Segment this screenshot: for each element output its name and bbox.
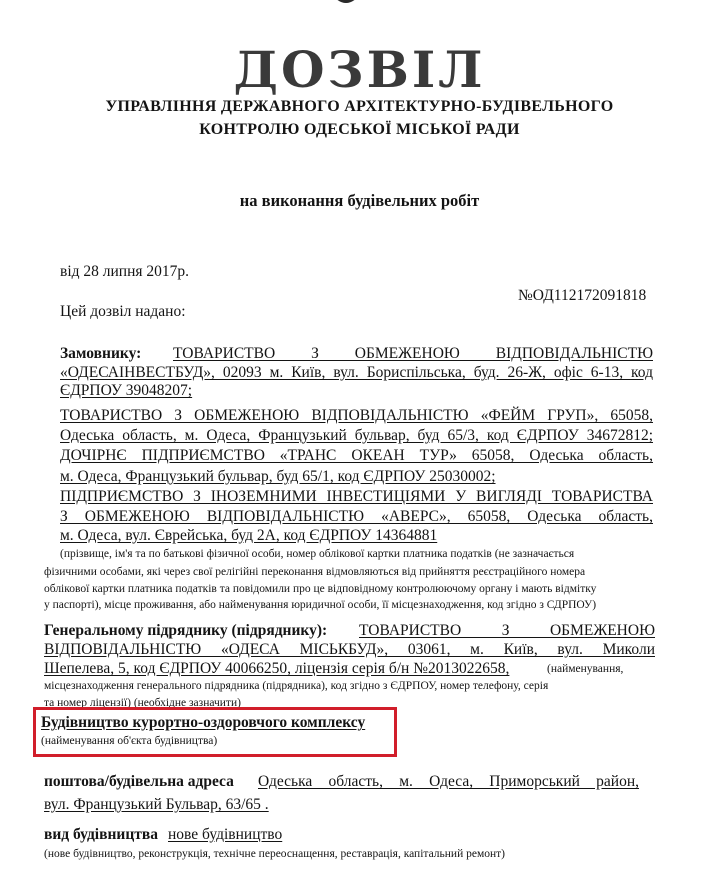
issue-date: від 28 липня 2017р. <box>60 263 190 280</box>
contractor-line-3: Шепелева, 5, код ЄДРПОУ 40066250, ліцензія серія б/н №2013022658, <box>44 660 510 677</box>
contractor-hint-1: місцезнаходження генерального підрядника (підрядника), код згідно з ЄДРПОУ, номер телефону, серія <box>44 680 549 692</box>
document-title: ДОЗВІЛ <box>233 40 486 99</box>
construction-type-hint: (нове будівництво, реконструкція, технічне переоснащення, реставрація, капітальний ремонт) <box>44 848 505 860</box>
customer-hint-2: фізичними особами, які через свої релігійні переконання відмовляються від прийняття реєстраційного номера <box>44 566 586 578</box>
document-subtitle: на виконання будівельних робіт <box>239 191 480 210</box>
customer-hint-3: облікової картки платника податків та повідомили про це відповідному контролюючому органу і мають відмітку <box>44 583 597 595</box>
customer-line-6: ДОЧІРНЄ ПІДПРИЄМСТВО «ТРАНС ОКЕАН ТУР» 65058, Одеська область, <box>60 447 653 464</box>
address-line-2: вул. Французький Бульвар, 63/65 . <box>44 796 269 813</box>
object-name: Будівництво курортно-оздоровчого комплексу <box>41 714 366 731</box>
customer-line-2: «ОДЕСАІНВЕСТБУД», 02093 м. Київ, вул. Бориспільська, буд. 26-Ж, офіс 6-13, код <box>60 364 653 381</box>
customer-line-5: Одеська область, м. Одеса, Французький бульвар, буд 65/3, код ЄДРПОУ 34672812; <box>60 427 653 444</box>
customer-line-3: ЄДРПОУ 39048207; <box>60 382 193 399</box>
customer-hint-4: у паспорті), місце проживання, або найменування юридичної особи, її місцезнаходження, код згідно з СДРПОУ) <box>44 599 597 611</box>
construction-type-value: нове будівництво <box>168 826 283 843</box>
permit-number: №ОД112172091818 <box>518 287 647 304</box>
contractor-line-1: ТОВАРИСТВО З ОБМЕЖЕНОЮ <box>359 622 655 639</box>
contractor-hint-2: та номер ліцензії) (необхідне зазначити) <box>44 697 241 709</box>
customer-line-8: ПІДПРИЄМСТВО З ІНОЗЕМНИМИ ІНВЕСТИЦІЯМИ У ВИГЛЯДІ ТОВАРИСТВА <box>60 488 653 505</box>
contractor-hint-inline: (найменування, <box>547 663 624 675</box>
customer-line-1: ТОВАРИСТВО З ОБМЕЖЕНОЮ ВІДПОВІДАЛЬНІСТЮ <box>173 345 653 362</box>
customer-line-4: ТОВАРИСТВО З ОБМЕЖЕНОЮ ВІДПОВІДАЛЬНІСТЮ «ФЕЙМ ГРУП», 65058, <box>60 407 653 424</box>
granted-to-label: Цей дозвіл надано: <box>60 303 186 320</box>
object-hint: (найменування об'єкта будівництва) <box>41 735 218 747</box>
customer-line-9: З ОБМЕЖЕНОЮ ВІДПОВІДАЛЬНІСТЮ «АВЕРС», 65058, Одеська область, <box>60 508 653 525</box>
customer-line-7: м. Одеса, Французький бульвар, буд 65/1, код ЄДРПОУ 25030002; <box>60 468 496 485</box>
customer-line-10: м. Одеса, вул. Єврейська, буд 2А, код ЄДРПОУ 14364881 <box>60 527 438 544</box>
customer-hint-1: (прізвище, ім'я та по батькові фізичної особи, номер облікової картки платника податків (не зазначається <box>60 548 575 560</box>
issuer-line-1: УПРАВЛІННЯ ДЕРЖАВНОГО АРХІТЕКТУРНО-БУДІВЕЛЬНОГО <box>105 98 614 115</box>
address-label: поштова/будівельна адреса <box>44 773 234 790</box>
issuer-line-2: КОНТРОЛЮ ОДЕСЬКОЇ МІСЬКОЇ РАДИ <box>199 121 520 138</box>
construction-type-label: вид будівництва <box>44 826 158 843</box>
customer-label: Замовнику: <box>60 345 142 362</box>
contractor-label: Генеральному підряднику (підряднику): <box>44 622 328 639</box>
coat-of-arms-icon <box>326 0 366 12</box>
contractor-line-2: ВІДПОВІДАЛЬНІСТЮ «ОДЕСА МІСЬКБУД», 03061, м. Київ, вул. Миколи <box>44 641 655 658</box>
address-line-1: Одеська область, м. Одеса, Приморський район, <box>258 773 639 790</box>
